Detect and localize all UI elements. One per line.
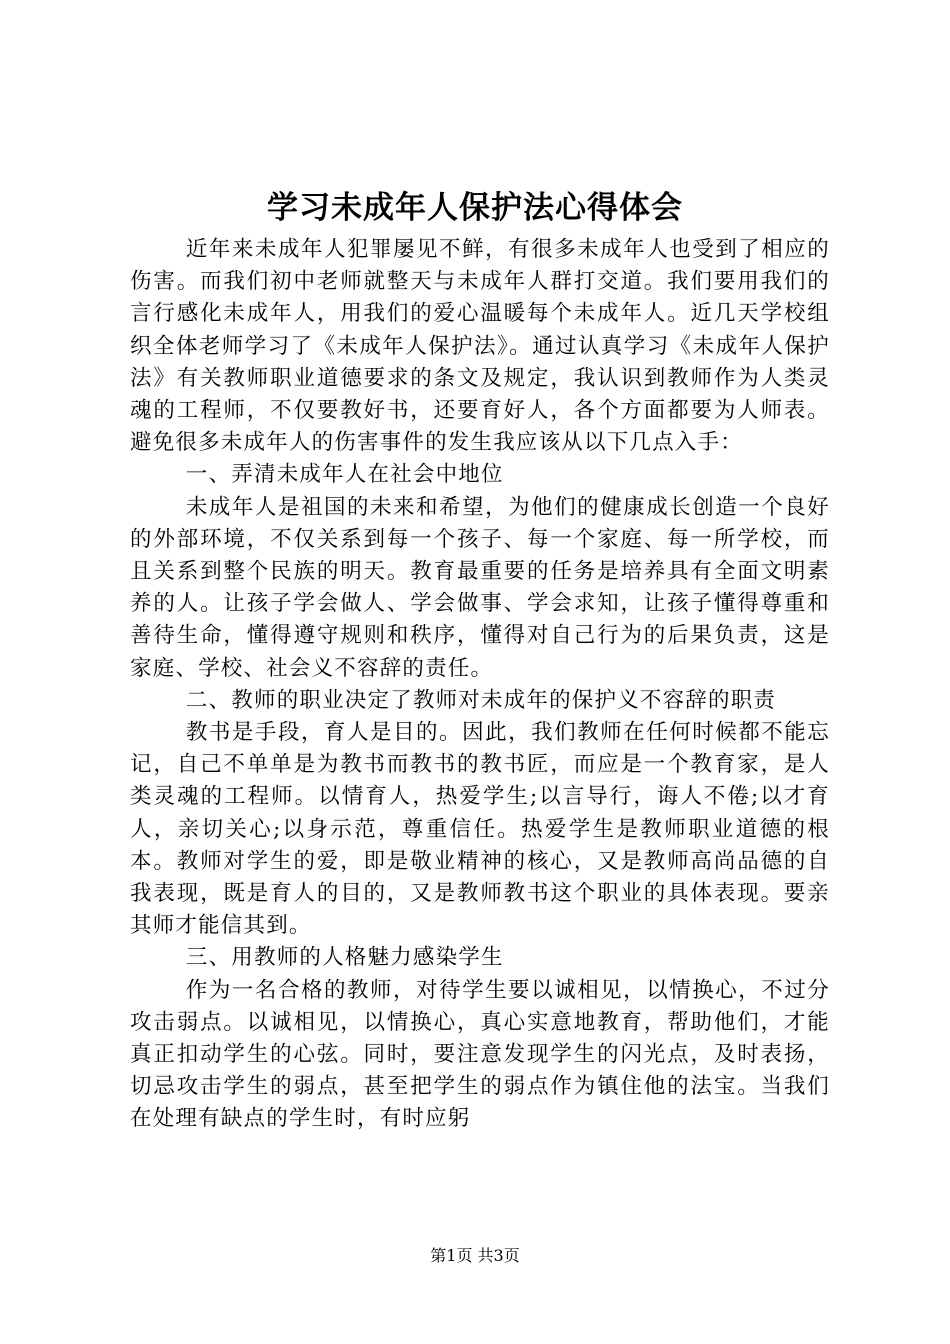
document-body bbox=[130, 234, 830, 1136]
paragraph-intro: 近年来未成年人犯罪屡见不鲜，有很多未成年人也受到了相应的伤害。而我们初中老师就整天与未成年人群打交道。我们要用我们的言行感化未成年人，用我们的爱心温暖每个未成年人。近几天学校组织全体老师学习了《未成年人保护法》。通过认真学习《未成年人保护法》有关教师职业道德要求的条文及规定，我认识到教师作为人类灵魂的工程师，不仅要教好书，还要育好人，各个方面都要为人师表。避免很多未成年人的伤害事件的发生我应该从以下几点入手： bbox=[130, 237, 830, 456]
paragraph-section-1: 未成年人是祖国的未来和希望，为他们的健康成长创造一个良好的外部环境，不仅关系到每一个孩子、每一个家庭、每一所学校，而且关系到整个民族的明天。教育最重要的任务是培养具有全面文明素养的人。让孩子学会做人、学会做事、学会求知，让孩子懂得尊重和善待生命，懂得遵守规则和秩序，懂得对自己行为的后果负责，这是家庭、学校、社会义不容辞的责任。 bbox=[130, 494, 830, 681]
paragraph-section-3: 作为一名合格的教师，对待学生要以诚相见，以情换心，不过分攻击弱点。以诚相见，以情换心，真心实意地教育，帮助他们，才能真正扣动学生的心弦。同时，要注意发现学生的闪光点，及时表扬，切忌攻击学生的弱点，甚至把学生的弱点作为镇住他的法宝。当我们在处理有缺点的学生时，有时应躬 bbox=[130, 977, 830, 1132]
section-heading-2: 二、教师的职业决定了教师对未成年的保护义不容辞的职责 bbox=[185, 687, 777, 713]
section-heading-3: 三、用教师的人格魅力感染学生 bbox=[185, 945, 504, 971]
page-footer: 第1页 共3页 bbox=[430, 1246, 520, 1265]
section-heading-1: 一、弄清未成年人在社会中地位 bbox=[185, 462, 504, 488]
paragraph-section-2: 教书是手段，育人是目的。因此，我们教师在任何时候都不能忘记，自己不单单是为教书而教书的教书匠，而应是一个教育家，是人类灵魂的工程师。以情育人，热爱学生;以言导行，诲人不倦;以才育人，亲切关心;以身示范，尊重信任。热爱学生是教师职业道德的根本。教师对学生的爱，即是敬业精神的核心，又是教师高尚品德的自我表现，既是育人的目的，又是教师教书这个职业的具体表现。要亲其师才能信其到。 bbox=[130, 720, 830, 939]
document-title: 学习未成年人保护法心得体会 bbox=[267, 190, 683, 226]
